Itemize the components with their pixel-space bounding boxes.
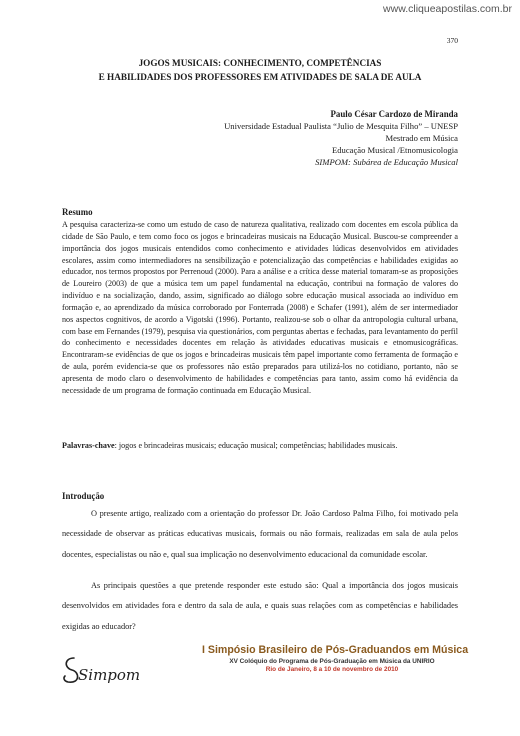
footer-date: Rio de Janeiro, 8 a 10 de novembro de 2010: [265, 666, 399, 673]
watermark-url: www.cliqueapostilas.com.br: [383, 3, 512, 15]
simpom-logo: [60, 652, 150, 688]
logo-text: Simpom: [78, 666, 141, 684]
author-subarea: SIMPOM: Subárea de Educação Musical: [315, 157, 458, 167]
title-line-2: E HABILIDADES DOS PROFESSORES EM ATIVIDADES DE SALA DE AULA: [98, 71, 422, 82]
introduction-paragraph-1: O presente artigo, realizado com a orientação do professor Dr. João Cardoso Palma Filho, foi motivado pela necessidade de observar as práticas educativas musicais, formais ou não formais, realizadas em sala de aula pelos docentes, especialistas ou não e, qual sua implicação no desenvolvimento educacional da comunidade escolar.: [62, 509, 458, 559]
introduction-paragraph-2: As principais questões a que pretende responder este estudo são: Qual a importância dos jogos musicais desenvolvidos em atividades fora e dentro da sala de aula, e quais suas relações com as competências e habilidades exigidas ao educador?: [62, 581, 458, 631]
author-degree: Mestrado em Música: [385, 133, 458, 143]
author-block: [224, 108, 458, 168]
footer-subtitle: XV Colóquio do Programa de Pós-Graduação em Música da UNIRIO: [229, 658, 435, 665]
page-number: 370: [446, 36, 458, 45]
footer-title: I Simpósio Brasileiro de Pós-Graduandos em Música: [202, 644, 469, 656]
introduction-heading: Introdução: [62, 491, 105, 501]
keywords-text: : jogos e brincadeiras musicais; educação musical; competências; habilidades musicais.: [114, 441, 398, 450]
author-name: Paulo César Cardozo de Miranda: [330, 109, 458, 119]
author-area: Educação Musical /Etnomusicologia: [331, 145, 458, 155]
title-line-1: JOGOS MUSICAIS: CONHECIMENTO, COMPETÊNCIAS: [138, 58, 382, 68]
footer: [202, 644, 469, 673]
author-affiliation: Universidade Estadual Paulista “Julio de Mesquita Filho” – UNESP: [224, 121, 458, 131]
abstract-text: A pesquisa caracteriza-se como um estudo de caso de natureza qualitativa, realizado com docentes em escola pública da cidade de São Paulo, e tem como foco os jogos e brincadeiras musicais na Educação Musical. Buscou-se compreender a importância dos jogos musicais entendidos como conhecimento e atividades lúdicas desenvolvidos em atividades escolares, assim como intermediadores na sensibilização e potencialização das competências e habilidades exigidas ao educador, nos termos propostos por Perrenoud (2000). Para a análise e a crítica desse material tomaram-se as proposições de Loureiro (2003) de que a música tem um papel fundamental na educação, contribui na formação de valores do indivíduo e na socialização, dando, assim, significado ao diálogo sobre educação musical associada ao indivíduo em formação e, ao aprendizado da música corroborado por Fonterrada (2008) e Schafer (1991), além de ser intermediador nos aspectos cognitivos, de acordo a Vigotski (1996). Portanto, realizou-se sob o olhar da antropologia cultural urbana, com base em Fernandes (1979), pesquisa via questionários, com perguntas abertas e fechadas, para levantamento do perfil do conhecimento e necessidades docentes em relação às atividades educativas musicais e etnomusicográficas. Encontraram-se evidências de que os jogos e brincadeiras musicais têm papel importante como ferramenta de formação e de aula, porém evidencia-se que os professores não estão preparados para utilizá-los no cotidiano, portanto, não se apresenta de modo claro o desenvolvimento de habilidades e competências para tanto, assim como há evidência da necessidade de um programa de formação continuada em Educação Musical.: [62, 220, 458, 395]
paper-title: [62, 57, 458, 84]
keywords-label: Palavras-chave: [62, 441, 115, 450]
keywords: [62, 440, 458, 452]
abstract-heading: Resumo: [62, 207, 93, 217]
